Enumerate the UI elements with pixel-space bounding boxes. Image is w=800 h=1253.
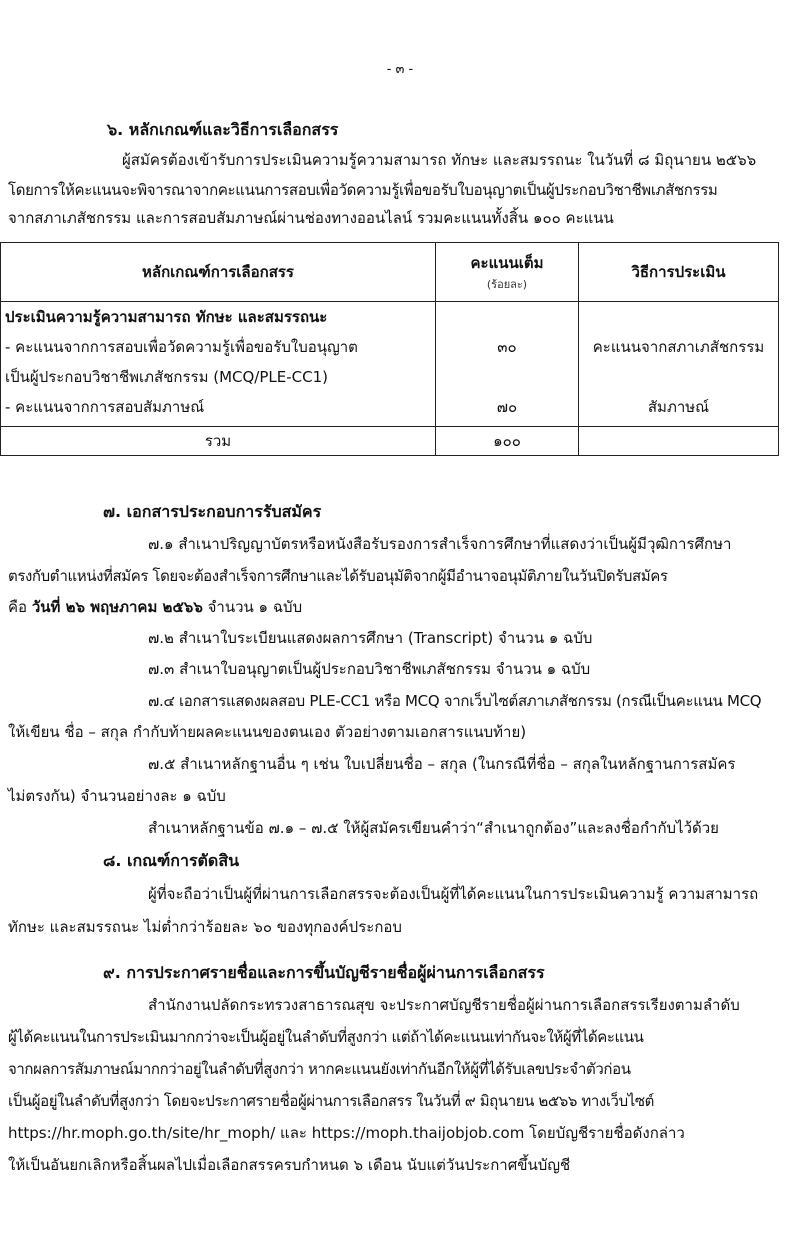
- section-7-line-3-prefix: คือ: [8, 598, 28, 616]
- section-6-heading: ๖. หลักเกณฑ์และวิธีการเลือกสรร: [107, 120, 339, 139]
- criteria-title: ประเมินความรู้ความสามารถ ทักษะ และสมรรถนะ: [5, 308, 328, 326]
- section-6-line-1: ผู้สมัครต้องเข้ารับการประเมินความรู้ความสามารถ ทักษะ และสมรรถนะ ในวันที่ ๘ มิถุนายน ๒๕๖๖: [122, 151, 757, 169]
- criteria-item-2: - คะแนนจากการสอบสัมภาษณ์: [5, 398, 205, 416]
- section-7-line-10: สำเนาหลักฐานข้อ ๗.๑ – ๗.๕ ให้ผู้สมัครเขียนคำว่า“สำเนาถูกต้อง”และลงชื่อกำกับไว้ด้วย: [148, 819, 719, 837]
- section-9-line-2: ผู้ได้คะแนนในการประเมินมากกว่าจะเป็นผู้อยู่ในลำดับที่สูงกว่า แต่ถ้าได้คะแนนเท่ากันจะให้ผู้ที่ได้คะแนน: [8, 1028, 644, 1046]
- header-criteria: หลักเกณฑ์การเลือกสรร: [1, 243, 436, 302]
- section-7-line-5: ๗.๓ สำเนาใบอนุญาตเป็นผู้ประกอบวิชาชีพเภสัชกรรม จำนวน ๑ ฉบับ: [148, 660, 591, 678]
- header-score-label: คะแนนเต็ม: [470, 254, 544, 272]
- page-number: - ๓ -: [386, 62, 414, 77]
- section-7-line-6: ๗.๔ เอกสารแสดงผลสอบ PLE-CC1 หรือ MCQ จากเว็บไซต์สภาเภสัชกรรม (กรณีเป็นคะแนน MCQ: [148, 692, 762, 710]
- section-7-line-4: ๗.๒ สำเนาใบระเบียนแสดงผลการศึกษา (Transcript) จำนวน ๑ ฉบับ: [148, 629, 593, 647]
- section-6-line-3: จากสภาเภสัชกรรม และการสอบสัมภาษณ์ผ่านช่องทางออนไลน์ รวมคะแนนทั้งสิ้น ๑๐๐ คะแนน: [8, 209, 614, 227]
- closing-date: วันที่ ๒๖ พฤษภาคม ๒๕๖๖: [31, 598, 203, 616]
- method-1: คะแนนจากสภาเภสัชกรรม: [592, 338, 765, 356]
- section-9-line-5: https://hr.moph.go.th/site/hr_moph/ และ https://moph.thaijobjob.com โดยบัญชีรายชื่อดังกล่าว: [8, 1124, 685, 1142]
- score-1: ๓๐: [497, 338, 517, 356]
- score-cell: [436, 302, 579, 427]
- section-9-heading: ๙. การประกาศรายชื่อและการขึ้นบัญชีรายชื่อผู้ผ่านการเลือกสรร: [103, 963, 545, 982]
- section-6-line-2: โดยการให้คะแนนจะพิจารณาจากคะแนนการสอบเพื่อวัดความรู้เพื่อขอรับใบอนุญาตเป็นผู้ประกอบวิชาชีพเภสัชกรรม: [8, 181, 718, 199]
- section-8-line-1: ผู้ที่จะถือว่าเป็นผู้ที่ผ่านการเลือกสรรจะต้องเป็นผู้ที่ได้คะแนนในการประเมินความรู้ ความสามารถ: [148, 885, 759, 903]
- criteria-table: [0, 242, 779, 456]
- header-method: วิธีการประเมิน: [579, 243, 779, 302]
- score-2: ๗๐: [496, 398, 518, 416]
- criteria-cell: [1, 302, 436, 427]
- method-2: สัมภาษณ์: [647, 398, 710, 416]
- section-7-line-3: [8, 597, 302, 617]
- section-9-line-3: จากผลการสัมภาษณ์มากกว่าอยู่ในลำดับที่สูงกว่า หากคะแนนยังเท่ากันอีกให้ผู้ที่ได้รับเลขประจำตัวก่อน: [8, 1060, 631, 1078]
- criteria-item-1-line-1: - คะแนนจากการสอบเพื่อวัดความรู้เพื่อขอรับใบอนุญาต: [5, 338, 358, 356]
- section-8-line-2: ทักษะ และสมรรถนะ ไม่ต่ำกว่าร้อยละ ๖๐ ของทุกองค์ประกอบ: [8, 918, 402, 936]
- section-7-line-7: ให้เขียน ชื่อ – สกุล กำกับท้ายผลคะแนนของตนเอง ตัวอย่างตามเอกสารแนบท้าย): [8, 723, 527, 741]
- section-9-line-1: สำนักงานปลัดกระทรวงสาธารณสุข จะประกาศบัญชีรายชื่อผู้ผ่านการเลือกสรรเรียงตามลำดับ: [148, 996, 740, 1014]
- section-9-line-4: เป็นผู้อยู่ในลำดับที่สูงกว่า โดยจะประกาศรายชื่อผู้ผ่านการเลือกสรร ในวันที่ ๙ มิถุนายน ๒๕๖๖ ทางเว็บไซต์: [8, 1092, 654, 1110]
- table-header-row: [1, 243, 779, 302]
- header-score-unit: (ร้อยละ): [486, 278, 528, 291]
- section-7-heading: ๗. เอกสารประกอบการรับสมัคร: [103, 502, 322, 521]
- header-full-score: [436, 243, 579, 302]
- total-score: ๑๐๐: [436, 427, 579, 456]
- section-9-line-6: ให้เป็นอันยกเลิกหรือสิ้นผลไปเมื่อเลือกสรรครบกำหนด ๖ เดือน นับแต่วันประกาศขึ้นบัญชี: [8, 1156, 571, 1174]
- section-7-line-3-suffix: จำนวน ๑ ฉบับ: [207, 598, 303, 616]
- table-row: [1, 302, 779, 427]
- total-row: [1, 427, 779, 456]
- section-7-line-2: ตรงกับตำแหน่งที่สมัคร โดยจะต้องสำเร็จการศึกษาและได้รับอนุมัติจากผู้มีอำนาจอนุมัติภายในวันปิดรับสมัคร: [8, 567, 668, 585]
- section-8-heading: ๘. เกณฑ์การตัดสิน: [103, 851, 240, 870]
- section-7-line-8: ๗.๕ สำเนาหลักฐานอื่น ๆ เช่น ใบเปลี่ยนชื่อ – สกุล (ในกรณีที่ชื่อ – สกุลในหลักฐานการสมัคร: [148, 755, 736, 773]
- total-label: รวม: [1, 427, 436, 456]
- criteria-item-1-line-2: เป็นผู้ประกอบวิชาชีพเภสัชกรรม (MCQ/PLE-CC1): [5, 368, 328, 386]
- section-7-line-1: ๗.๑ สำเนาปริญญาบัตรหรือหนังสือรับรองการสำเร็จการศึกษาที่แสดงว่าเป็นผู้มีวุฒิการศึกษา: [148, 535, 732, 553]
- method-cell: [579, 302, 779, 427]
- section-7-line-9: ไม่ตรงกัน) จำนวนอย่างละ ๑ ฉบับ: [8, 787, 226, 805]
- total-method-empty: [579, 427, 779, 456]
